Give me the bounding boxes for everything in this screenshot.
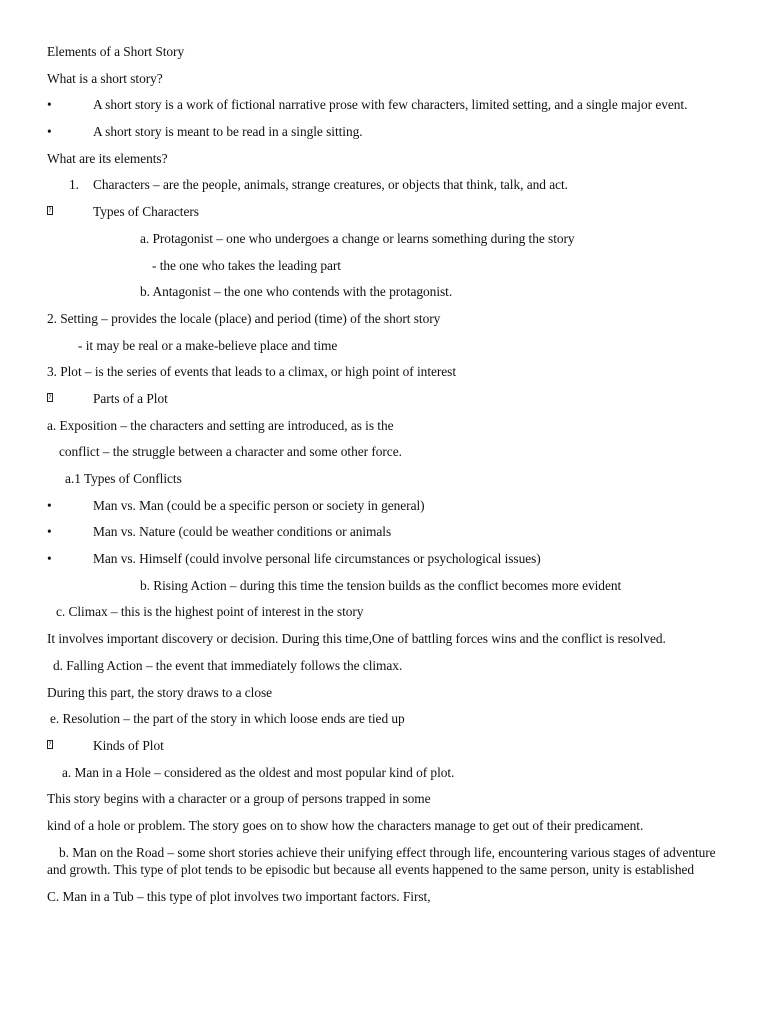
bullet-text: Man vs. Man (could be a specific person or society in general): [93, 497, 425, 513]
heading-text: Parts of a Plot: [93, 390, 168, 406]
bullet-text: A short story is meant to be read in a single sitting.: [93, 124, 363, 140]
protagonist-line: [47, 230, 727, 248]
man-in-tub-line: C. Man in a Tub – this type of plot involves two important factors. First,: [47, 888, 431, 904]
bullet-item: [47, 497, 727, 515]
protagonist-text: a. Protagonist – one who undergoes a change or learns something during the story: [140, 230, 575, 246]
bullet-text: Man vs. Nature (could be weather conditions or animals: [93, 524, 392, 540]
man-in-hole-line: a. Man in a Hole – considered as the oldest and most popular kind of plot.: [62, 764, 455, 780]
document-body: [47, 43, 727, 915]
bullet-icon: •: [47, 497, 52, 513]
man-on-road-paragraph: b. Man on the Road – some short stories achieve their unifying effect through life, encountering various stages of adventure and growth. This type of plot tends to be episodic but because all events happened to the same person, unity is established: [47, 844, 716, 878]
heading-types-of-characters: [47, 203, 727, 221]
climax-detail: It involves important discovery or decision. During this time,One of battling forces wins and the conflict is resolved.: [47, 631, 666, 647]
bullet-icon: •: [47, 524, 52, 540]
heading-text: Kinds of Plot: [93, 737, 164, 753]
man-in-hole-detail-2: kind of a hole or problem. The story goes on to show how the characters manage to get out of their predicament.: [47, 817, 644, 833]
list-number: 1.: [69, 177, 79, 193]
rising-action-line: b. Rising Action – during this time the tension builds as the conflict becomes more evident: [140, 577, 622, 593]
falling-action-line: d. Falling Action – the event that immediately follows the climax.: [53, 657, 403, 673]
exposition-line: a. Exposition – the characters and setting are introduced, as is the: [47, 417, 394, 433]
bullet-text: Man vs. Himself (could involve personal life circumstances or psychological issues): [93, 551, 541, 567]
heading-text: Types of Characters: [93, 204, 199, 220]
setting-subline: - it may be real or a make-believe place and time: [78, 337, 338, 353]
bullet-item: [47, 523, 727, 541]
missing-glyph-icon: [47, 393, 53, 402]
numbered-item-text: Characters – are the people, animals, strange creatures, or objects that think, talk, and act.: [93, 177, 568, 193]
climax-line: c. Climax – this is the highest point of interest in the story: [56, 604, 364, 620]
bullet-icon: •: [47, 97, 52, 113]
missing-glyph-icon: [47, 740, 53, 749]
heading-kinds-of-plot: [47, 737, 727, 755]
missing-glyph-icon: [47, 206, 53, 215]
falling-action-detail: During this part, the story draws to a close: [47, 684, 273, 700]
exposition-continuation: conflict – the struggle between a character and some other force.: [59, 444, 402, 460]
bullet-item: [47, 550, 727, 568]
bullet-item: [47, 96, 727, 114]
setting-line: 2. Setting – provides the locale (place) and period (time) of the short story: [47, 310, 441, 326]
antagonist-line: b. Antagonist – the one who contends with the protagonist.: [140, 284, 453, 300]
bullet-text: A short story is a work of fictional narrative prose with few characters, limited setting, and a single major event.: [93, 97, 688, 113]
protagonist-subline: - the one who takes the leading part: [152, 257, 341, 273]
question-what-is-short-story: What is a short story?: [47, 70, 163, 86]
types-of-conflicts-line: a.1 Types of Conflicts: [65, 471, 182, 486]
man-in-hole-detail-1: This story begins with a character or a group of persons trapped in some: [47, 791, 431, 807]
bullet-item: [47, 123, 727, 141]
document-title: Elements of a Short Story: [47, 44, 185, 59]
numbered-item-characters: [47, 176, 727, 194]
resolution-line: e. Resolution – the part of the story in which loose ends are tied up: [50, 711, 405, 727]
bullet-icon: •: [47, 551, 52, 567]
heading-parts-of-plot: [47, 390, 727, 408]
bullet-icon: •: [47, 124, 52, 140]
plot-line: 3. Plot – is the series of events that leads to a climax, or high point of interest: [47, 364, 457, 380]
question-elements: What are its elements?: [47, 150, 168, 166]
